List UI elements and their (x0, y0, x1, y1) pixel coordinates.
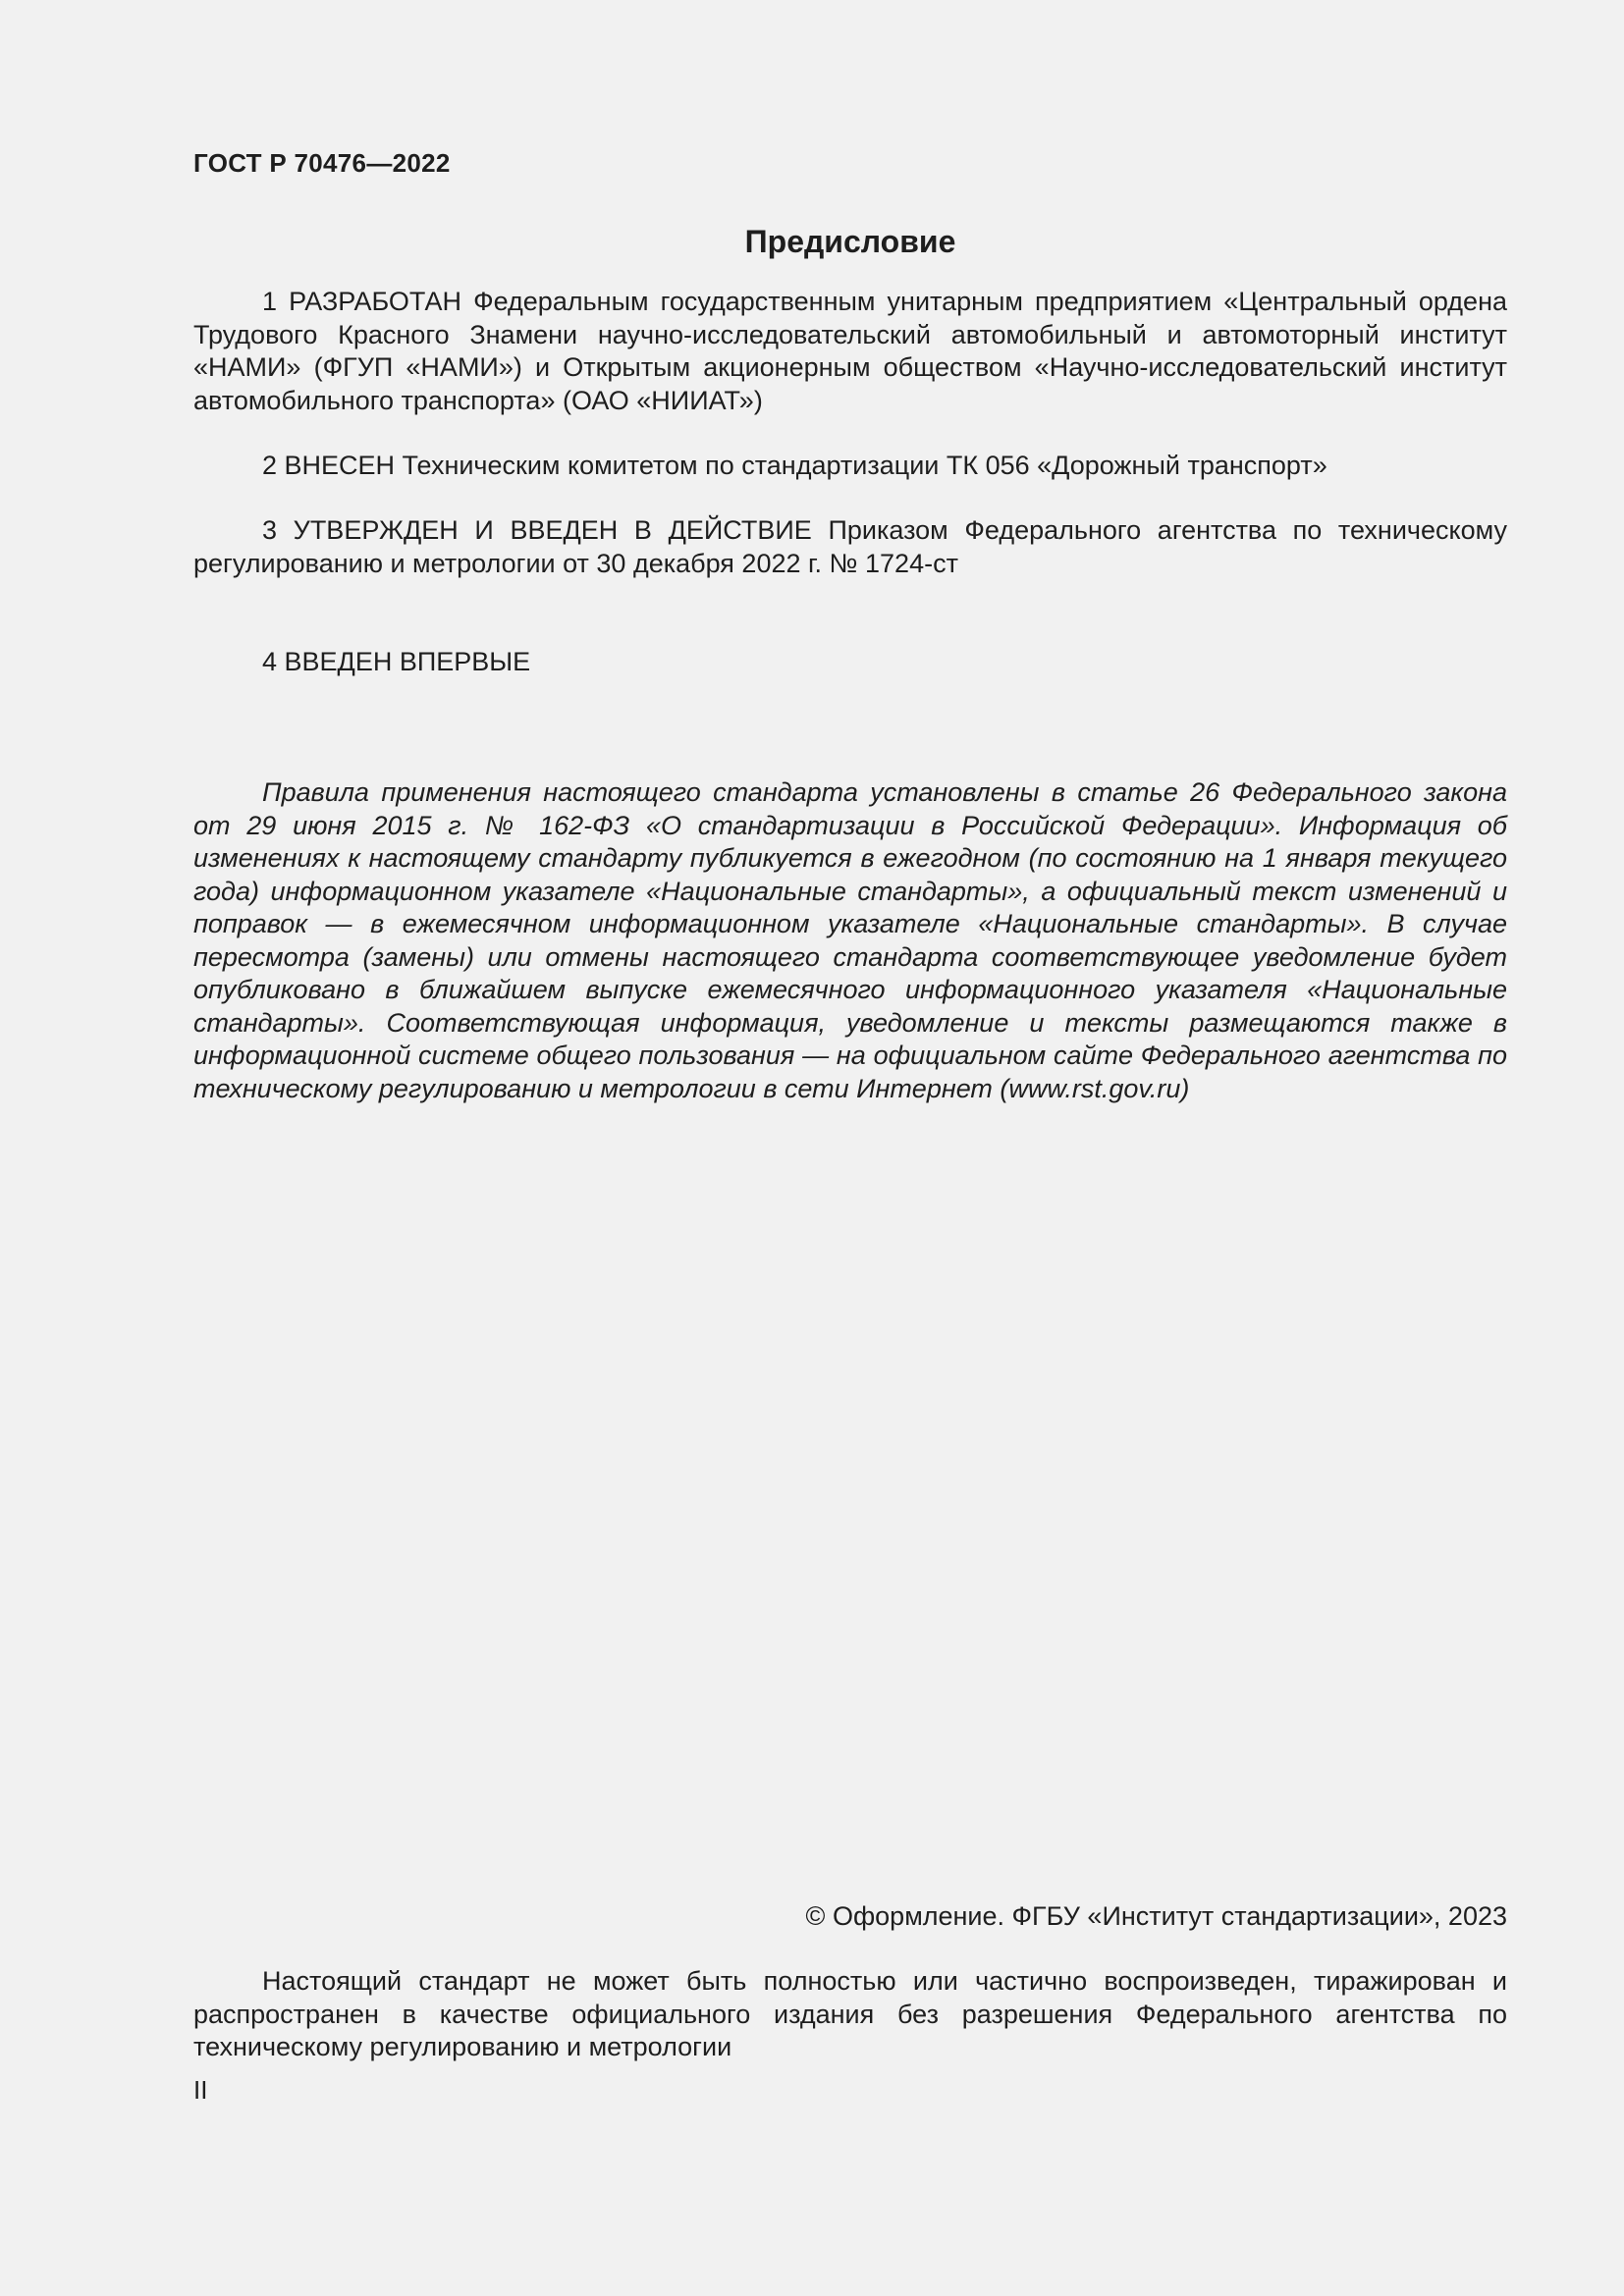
preface-item-approved: 3 УТВЕРЖДЕН И ВВЕДЕН В ДЕЙСТВИЕ Приказом Федерального агентства по техническому регулированию и метрологии от 30 декабря 2022 г. № 1724-ст (193, 515, 1507, 578)
rules-notice: Правила применения настоящего стандарта установлены в статье 26 Федерального закона от 29 июня 2015 г. № 162-ФЗ «О стандартизации в Российской Федерации». Информация об изменениях к настоящему стандарту публикуется в ежегодном (по состоянию на 1 января текущего года) информационном указателе «Национальные стандарты», а официальный текст изменений и поправок — в ежемесячном информационном указателе «Национальные стандарты». В случае пересмотра (замены) или отмены настоящего стандарта соответствующее уведомление будет опубликовано в ближайшем выпуске ежемесячного информационного указателя «Национальные стандарты». Соответствующая информация, уведомление и тексты размещаются также в информационной системе общего пользования — на официальном сайте Федерального агентства по техническому регулированию и метрологии в сети Интернет (www.rst.gov.ru) (193, 777, 1507, 1103)
preface-item-introduced: 4 ВВЕДЕН ВПЕРВЫЕ (262, 647, 531, 676)
preface-item-submitted: 2 ВНЕСЕН Техническим комитетом по стандартизации ТК 056 «Дорожный транспорт» (262, 451, 1327, 480)
reproduction-notice: Настоящий стандарт не может быть полностью или частично воспроизведен, тиражирован и распространен в качестве официального издания без разрешения Федерального агентства по техническому регулированию и метрологии (193, 1966, 1507, 2061)
page-title: Предисловие (744, 224, 956, 259)
preface-item-developed: 1 РАЗРАБОТАН Федеральным государственным унитарным предприятием «Центральный ордена Трудового Красного Знамени научно-исследовательский автомобильный и автомоторный институт «НАМИ» (ФГУП «НАМИ») и Открытым акционерным обществом «Научно-исследовательский институт автомобильного транспорта» (ОАО «НИИАТ») (193, 287, 1507, 415)
page-number: II (193, 2075, 208, 2105)
copyright-notice: © Оформление. ФГБУ «Институт стандартизации», 2023 (805, 1901, 1507, 1931)
document-code: ГОСТ Р 70476—2022 (193, 148, 451, 178)
